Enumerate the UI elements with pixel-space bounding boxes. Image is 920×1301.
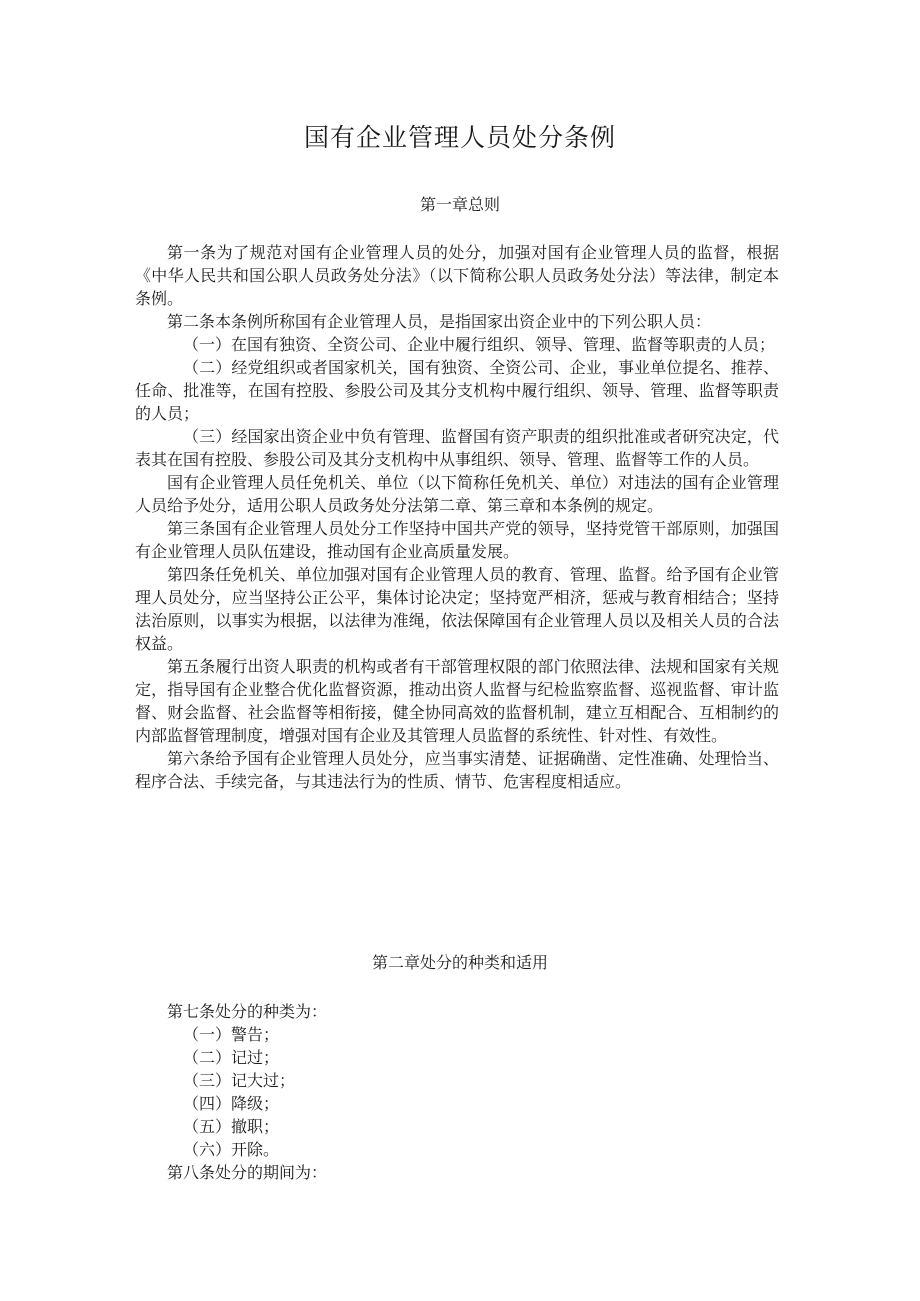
article-8-paragraph: 第八条处分的期间为： — [167, 1163, 328, 1182]
article-2-item-3: （三）经国家出资企业中负有管理、监督国有资产职责的组织批准或者研究决定，代表其在国有控股、参股公司及其分支机构中从事组织、领导、管理、监督等工作的人员。 — [135, 427, 779, 469]
article-2-item-2: （二）经党组织或者国家机关，国有独资、全资公司、企业，事业单位提名、推荐、任命、批准等，在国有控股、参股公司及其分支机构中履行组织、领导、管理、监督等职责的人员； — [135, 358, 779, 423]
article-2-item-1: （一）在国有独资、全资公司、企业中履行组织、领导、管理、监督等职责的人员； — [183, 335, 776, 354]
punishment-kind-item: （六）开除。 — [183, 1140, 280, 1159]
punishment-kind-item: （三）记大过； — [183, 1071, 296, 1090]
article-4-paragraph: 第四条任免机关、单位加强对国有企业管理人员的教育、管理、监督。给予国有企业管理人员处分，应当坚持公正公平，集体讨论决定；坚持宽严相济，惩戒与教育相结合；坚持法治原则，以事实为根据，以法律为准绳，依法保障国有企业管理人员以及相关人员的合法权益。 — [135, 565, 779, 653]
document-title: 国有企业管理人员处分条例 — [303, 123, 616, 152]
chapter-2-heading: 第二章处分的种类和适用 — [371, 953, 548, 972]
article-5-paragraph: 第五条履行出资人职责的机构或者有干部管理权限的部门依照法律、法规和国家有关规定，指导国有企业整合优化监督资源，推动出资人监督与纪检监察监督、巡视监督、审计监督、财会监督、社会监督等相衔接，健全协同高效的监督机制，建立互相配合、互相制约的内部监督管理制度，增强对国有企业及其管理人员监督的系统性、针对性、有效性。 — [135, 657, 779, 745]
article-6-paragraph: 第六条给予国有企业管理人员处分，应当事实清楚、证据确凿、定性准确、处理恰当、程序合法、手续完备，与其违法行为的性质、情节、危害程度相适应。 — [135, 749, 779, 791]
article-2-closing-paragraph: 国有企业管理人员任免机关、单位（以下简称任免机关、单位）对违法的国有企业管理人员给予处分，适用公职人员政务处分法第二章、第三章和本条例的规定。 — [135, 473, 779, 515]
punishment-kind-item: （一）警告； — [183, 1025, 280, 1044]
article-1-paragraph: 第一条为了规范对国有企业管理人员的处分，加强对国有企业管理人员的监督，根据《中华人民共和国公职人员政务处分法》（以下简称公职人员政务处分法）等法律，制定本条例。 — [135, 243, 779, 308]
chapter-1-heading: 第一章总则 — [419, 195, 500, 214]
punishment-kind-item: （二）记过； — [183, 1048, 280, 1067]
chapter-1-body — [135, 241, 779, 793]
chapter-2-body — [135, 1000, 779, 1184]
article-7-paragraph: 第七条处分的种类为： — [167, 1002, 328, 1021]
punishment-kind-item: （五）撤职； — [183, 1117, 280, 1136]
article-3-paragraph: 第三条国有企业管理人员处分工作坚持中国共产党的领导，坚持党管干部原则，加强国有企业管理人员队伍建设，推动国有企业高质量发展。 — [135, 519, 779, 561]
punishment-kind-item: （四）降级； — [183, 1094, 280, 1113]
article-2-paragraph: 第二条本条例所称国有企业管理人员，是指国家出资企业中的下列公职人员： — [167, 312, 712, 331]
